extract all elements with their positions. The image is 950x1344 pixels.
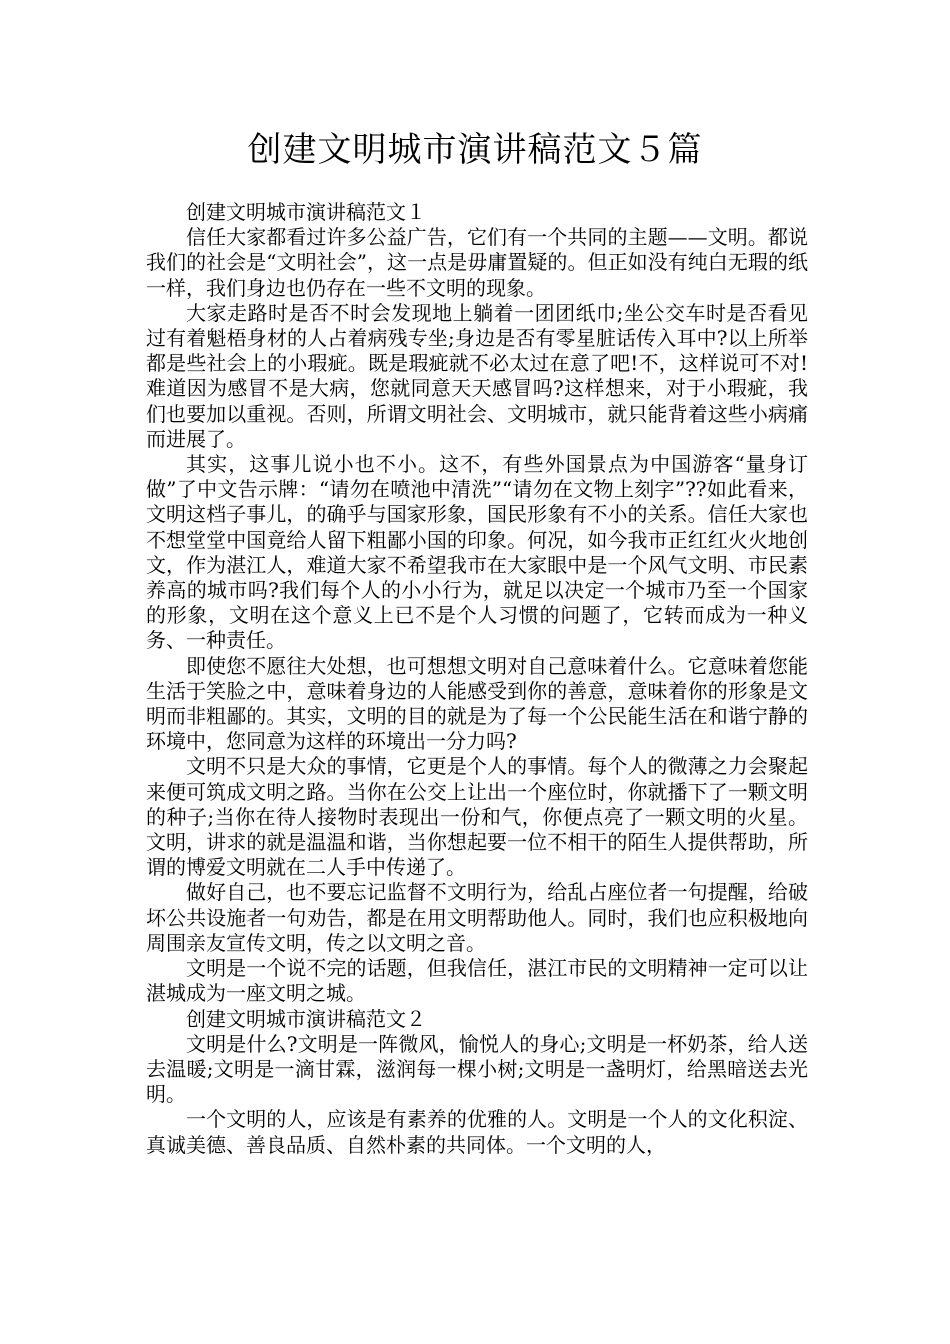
section-heading-2: 创建文明城市演讲稿范文２ <box>186 1006 426 1031</box>
paragraph: 文明是一个说不完的话题，但我信任，湛江市民的文明精神一定可以让湛城成为一座文明之城。 <box>146 956 808 1006</box>
section-heading-1: 创建文明城市演讲稿范文１ <box>186 200 426 224</box>
paragraph: 做好自己，也不要忘记监督不文明行为，给乱占座位者一句提醒，给破坏公共设施者一句劝告，都是在用文明帮助他人。同时，我们也应积极地向周围亲友宣传文明，传之以文明之音。 <box>146 880 808 955</box>
paragraph: 文明不只是大众的事情，它更是个人的事情。每个人的微薄之力会聚起来便可筑成文明之路。当你在公交上让出一个座位时，你就播下了一颗文明的种子;当你在待人接物时表现出一份和气，你便点亮了一颗文明的火星。文明，讲求的就是温温和谐，当你想起要一位不相干的陌生人提供帮助，所谓的博爱文明就在二人手中传递了。 <box>146 754 808 880</box>
paragraph: 信任大家都看过许多公益广告，它们有一个共同的主题——文明。都说我们的社会是“文明社会”，这一点是毋庸置疑的。但正如没有纯白无瑕的纸一样，我们身边也仍存在一些不文明的现象。 <box>146 225 808 300</box>
paragraph: 即使您不愿往大处想，也可想想文明对自己意味着什么。它意味着您能生活于笑脸之中，意味着身边的人能感受到你的善意，意味着你的形象是文明而非粗鄙的。其实，文明的目的就是为了每一个公民能生活在和谐宁静的环境中，您同意为这样的环境出一分力吗? <box>146 653 808 754</box>
paragraph: 一个文明的人，应该是有素养的优雅的人。文明是一个人的文化积淀、真诚美德、善良品质、自然朴素的共同体。一个文明的人， <box>146 1107 808 1157</box>
paragraph: 大家走路时是否不时会发现地上躺着一团团纸巾;坐公交车时是否看见过有着魁梧身材的人占着病残专坐;身边是否有零星脏话传入耳中?以上所举都是些社会上的小瑕疵。既是瑕疵就不必太过在意了吧!不，这样说可不对!难道因为感冒不是大病，您就同意天天感冒吗?这样想来，对于小瑕疵，我们也要加以重视。否则，所谓文明社会、文明城市，就只能背着这些小病痛而进展了。 <box>146 300 808 451</box>
paragraph: 文明是什么?文明是一阵微风，愉悦人的身心;文明是一杯奶茶，给人送去温暖;文明是一滴甘霖，滋润每一棵小树;文明是一盏明灯，给黑暗送去光明。 <box>146 1031 808 1107</box>
document-title: 创建文明城市演讲稿范文５篇 <box>247 130 703 170</box>
paragraph: 其实，这事儿说小也不小。这不，有些外国景点为中国游客“量身订做”了中文告示牌：“请勿在喷池中清洗”“请勿在文物上刻字”??如此看来，文明这档子事儿，的确乎与国家形象，国民形象有不小的关系。信任大家也不想堂堂中国竟给人留下粗鄙小国的印象。何况，如今我市正红红火火地创文，作为湛江人，难道大家不希望我市在大家眼中是一个风气文明、市民素养高的城市吗?我们每个人的小小行为，就足以决定一个城市乃至一个国家的形象，文明在这个意义上已不是个人习惯的问题了，它转而成为一种义务、一种责任。 <box>146 452 808 653</box>
document-body <box>146 200 808 1158</box>
